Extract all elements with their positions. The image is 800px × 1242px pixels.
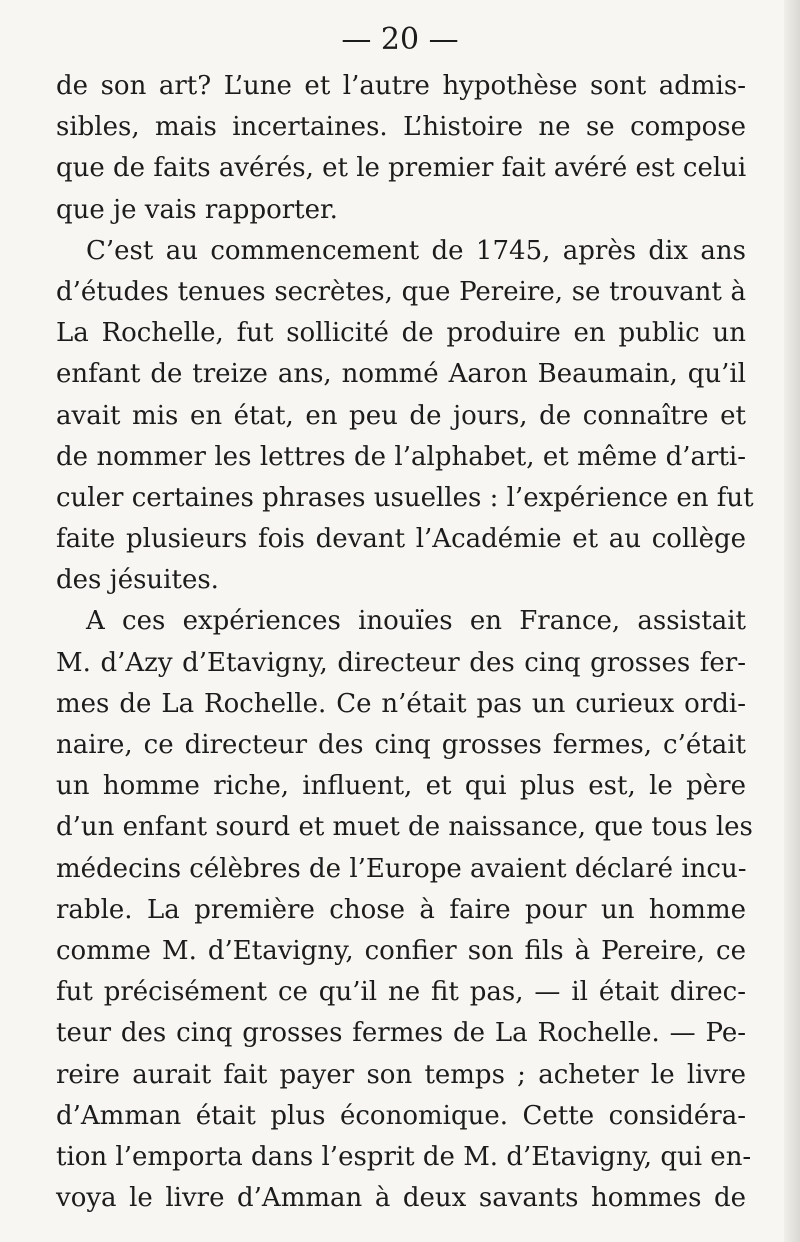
text-line: médecins célèbres de l’Europe avaient déclaré incu- — [56, 853, 747, 884]
text-line: teur des cinq grosses fermes de La Rochelle. — Pe- — [56, 1018, 746, 1049]
text-line: d’un enfant sourd et muet de naissance, que tous les — [56, 812, 753, 843]
text-line: C’est au commencement de 1745, après dix ans — [86, 235, 746, 266]
text-line: A ces expériences inouïes en France, assistait — [86, 606, 746, 637]
text-line: fut précisément ce qu’il ne fit pas, — il était direc- — [56, 977, 746, 1008]
text-line: La Rochelle, fut sollicité de produire en public un — [56, 318, 746, 349]
text-line: mes de La Rochelle. Ce n’était pas un curieux ordi- — [56, 688, 746, 719]
text-line: sibles, mais incertaines. L’histoire ne se compose — [56, 112, 746, 143]
text-line: d’Amman était plus économique. Cette considéra- — [56, 1100, 746, 1131]
text-line: d’études tenues secrètes, que Pereire, se trouvant à — [56, 276, 746, 307]
text-line: M. d’Azy d’Etavigny, directeur des cinq grosses fer- — [56, 647, 746, 678]
text-line: de son art? L’une et l’autre hypothèse sont admis- — [56, 71, 746, 101]
text-line: avait mis en état, en peu de jours, de connaître et — [56, 400, 746, 431]
text-line: voya le livre d’Amman à deux savants hommes de — [56, 1183, 746, 1214]
text-line: que de faits avérés, et le premier fait avéré est celui — [56, 153, 747, 184]
text-line: culer certaines phrases usuelles : l’expérience en fut — [56, 482, 754, 513]
text-line: reire aurait fait payer son temps ; acheter le livre — [56, 1059, 746, 1090]
page-number: — 20 — — [341, 22, 459, 57]
text-line: tion l’emporta dans l’esprit de M. d’Etavigny, qui en- — [56, 1141, 752, 1172]
body-text — [56, 66, 754, 1219]
text-line: rable. La première chose à faire pour un homme — [56, 894, 746, 925]
text-line: naire, ce directeur des cinq grosses fermes, c’était — [56, 730, 746, 760]
text-line: de nommer les lettres de l’alphabet, et même d’arti- — [56, 441, 746, 472]
text-line: un homme riche, influent, et qui plus est, le père — [56, 771, 746, 802]
text-line: faite plusieurs fois devant l’Académie et au collège — [56, 524, 746, 555]
page-edge-shadow — [784, 0, 800, 1242]
text-line: comme M. d’Etavigny, confier son fils à Pereire, ce — [56, 935, 746, 966]
text-line: enfant de treize ans, nommé Aaron Beaumain, qu’il — [56, 359, 746, 390]
text-line: des jésuites. — [56, 565, 219, 596]
text-line: que je vais rapporter. — [56, 194, 338, 225]
